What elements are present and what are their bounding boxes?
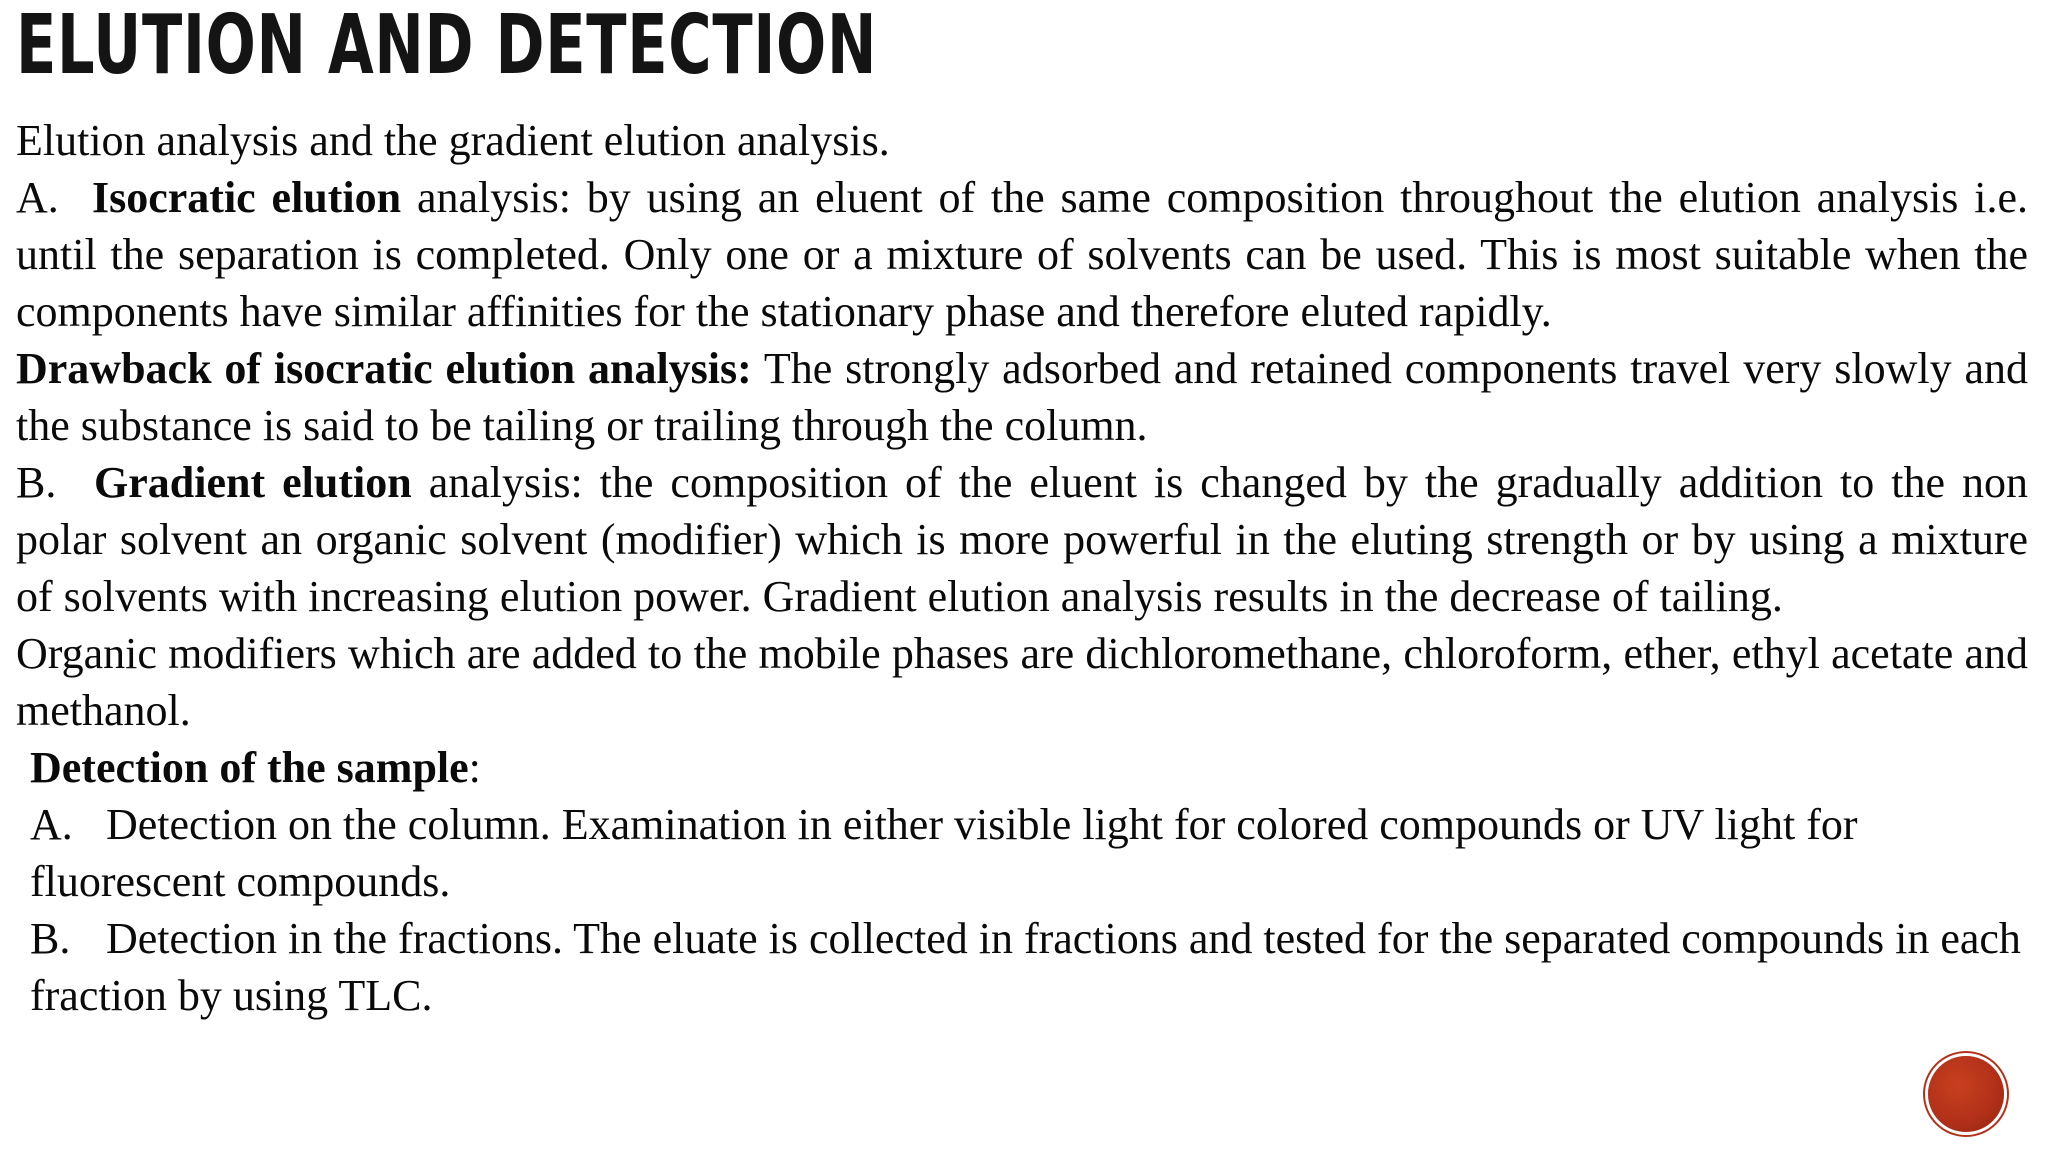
detection-heading-line (30, 739, 2028, 796)
detection-item-fractions (30, 910, 2028, 1024)
detection-item-marker: A. (30, 800, 73, 849)
gradient-term: Gradient elution (94, 458, 412, 507)
gradient-paragraph (16, 454, 2028, 625)
detection-heading: Detection of the sample (30, 743, 469, 792)
slide-title: ELUTION AND DETECTION (16, 0, 878, 93)
drawback-paragraph (16, 340, 2028, 454)
slide-body (16, 112, 2028, 1024)
isocratic-term: Isocratic elution (92, 173, 402, 222)
detection-section (16, 739, 2028, 1024)
intro-paragraph: Elution analysis and the gradient elution analysis. (16, 116, 890, 165)
gradient-text: analysis: the composition of the eluent is changed by the gradually addition to the non polar solvent an organic solvent (modifier) which is more powerful in the eluting strength or by using a mixture of solvents with increasing elution power. Gradient elution analysis results in the decrease of tailing. (16, 458, 2028, 621)
detection-heading-colon: : (468, 743, 481, 792)
isocratic-marker: A. (16, 173, 59, 222)
detection-item-text: Detection in the fractions. The eluate is collected in fractions and tested for the separated compounds in each fraction by using TLC. (30, 914, 2021, 1020)
detection-item-text: Detection on the column. Examination in either visible light for colored compounds or UV light for fluorescent compounds. (30, 800, 1858, 906)
modifiers-paragraph: Organic modifiers which are added to the mobile phases are dichloromethane, chloroform, ether, ethyl acetate and methanol. (16, 629, 2028, 735)
slide-number-badge (1928, 1056, 2004, 1132)
detection-item-column (30, 796, 2028, 910)
isocratic-text: analysis: by using an eluent of the same composition throughout the elution analysis i.e. until the separation is completed. Only one or a mixture of solvents can be used. This is most suitable when the components have similar affinities for the stationary phase and therefore eluted rapidly. (16, 173, 2028, 336)
detection-item-marker: B. (30, 914, 71, 963)
isocratic-paragraph (16, 169, 2028, 340)
gradient-marker: B. (16, 458, 57, 507)
drawback-text: The strongly adsorbed and retained components travel very slowly and the substance is said to be tailing or trailing through the column. (16, 344, 2028, 450)
drawback-term: Drawback of isocratic elution analysis: (16, 344, 752, 393)
